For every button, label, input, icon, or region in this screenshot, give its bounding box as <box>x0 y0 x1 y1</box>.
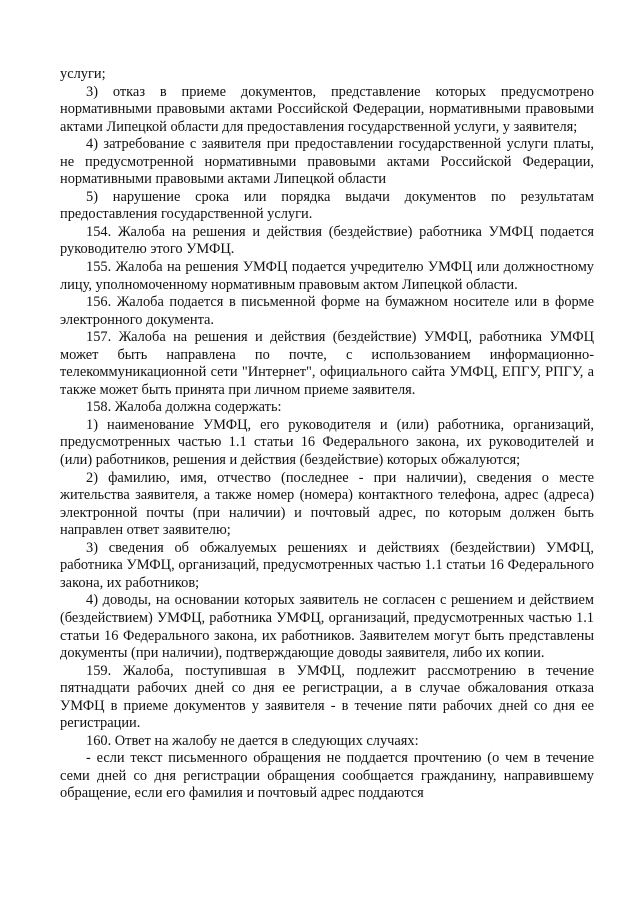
paragraph-159: 159. Жалоба, поступившая в УМФЦ, подлежит рассмотрению в течение пятнадцати рабочих дней со дня ее регистрации, а в случае обжалования отказа УМФЦ в приеме документов у заявителя - в течение пяти рабочих дней со дня ее регистрации. <box>60 662 594 732</box>
paragraph-continuation: услуги; <box>60 66 106 82</box>
paragraph-item-4: 4) затребование с заявителя при предоставлении государственной услуги платы, не предусмотренной нормативными правовыми актами Российской Федерации, нормативными правовыми актами Липецкой области <box>60 136 594 188</box>
paragraph-item-3: 3) отказ в приеме документов, представление которых предусмотрено нормативными правовыми актами Российской Федерации, нормативными правовыми актами Липецкой области для предоставления государственной услуги, у заявителя; <box>60 83 594 135</box>
paragraph-158: 158. Жалоба должна содержать: <box>86 399 282 416</box>
paragraph-158-item-3: 3) сведения об обжалуемых решениях и действиях (бездействии) УМФЦ, работника УМФЦ, организаций, предусмотренных частью 1.1 статьи 16 Федерального закона, их работников; <box>60 539 594 591</box>
paragraph-158-item-2: 2) фамилию, имя, отчество (последнее - при наличии), сведения о месте жительства заявителя, а также номер (номера) контактного телефона, адрес (адреса) электронной почты (при наличии) и почтовый адрес, по которым должен быть направлен ответ заявителю; <box>60 469 594 539</box>
paragraph-160: 160. Ответ на жалобу не дается в следующих случаях: <box>86 732 419 749</box>
document-page <box>60 66 594 803</box>
paragraph-155: 155. Жалоба на решения УМФЦ подается учредителю УМФЦ или должностному лицу, уполномоченному нормативным правовым актом Липецкой области. <box>60 259 594 293</box>
paragraph-158-item-1: 1) наименование УМФЦ, его руководителя и (или) работника, организаций, предусмотренных частью 1.1 статьи 16 Федерального закона, их руководителей и (или) работников, решения и действия (бездействие) которых обжалуются; <box>60 416 594 469</box>
paragraph-154: 154. Жалоба на решения и действия (бездействие) работника УМФЦ подается руководителю этого УМФЦ. <box>60 223 594 258</box>
paragraph-157: 157. Жалоба на решения и действия (бездействие) УМФЦ, работника УМФЦ может быть направлена по почте, с использованием информационно-телекоммуникационной сети "Интернет", официального сайта УМФЦ, ЕПГУ, РПГУ, а также может быть принята при личном приеме заявителя. <box>60 329 594 398</box>
paragraph-158-item-4: 4) доводы, на основании которых заявитель не согласен с решением и действием (бездействием) УМФЦ, работника УМФЦ, организаций, предусмотренных частью 1.1 статьи 16 Федерального закона, их работников. Заявителем могут быть представлены документы (при наличии), подтверждающие доводы заявителя, либо их копии. <box>60 592 594 662</box>
paragraph-156: 156. Жалоба подается в письменной форме на бумажном носителе или в форме электронного документа. <box>60 294 594 328</box>
paragraph-item-5: 5) нарушение срока или порядка выдачи документов по результатам предоставления государственной услуги. <box>60 188 594 223</box>
paragraph-160-item-1: - если текст письменного обращения не поддается прочтению (о чем в течение семи дней со дня регистрации обращения сообщается гражданину, направившему обращение, если его фамилия и почтовый адрес поддаются <box>60 750 594 802</box>
